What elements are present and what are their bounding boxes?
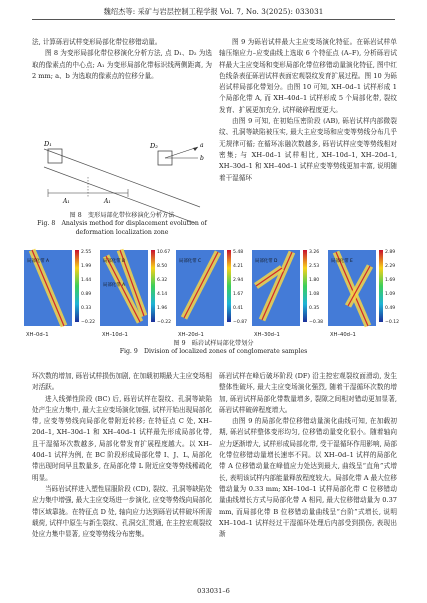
left-column-top: [32, 37, 212, 82]
color-scale-tick: 1.96: [157, 306, 168, 311]
label-b: b: [200, 155, 204, 162]
color-scale-tick: 1.99: [81, 264, 92, 269]
color-scale-tick: 4.21: [233, 264, 244, 269]
paragraph: 图 9 为砾岩试样最大主应变场演化特征。在砾岩试样单轴压缩应力–应变曲线上选取 6 个特征点 (A–F), 分析砾岩试样最大主应变场和变形局部化带位移错动量演化特征, 图中红色线条表征砾岩试样表面宏观裂纹发育扩展过程。图 10 为砾岩试样局部化带划分。由图 10 可知, XH–0d–1 试样形成 1 个局部化带 A, 而 XH–40d–1 试样形成 5 个局部化带, 裂纹发育、扩展更加充分, 试样破碎程度更大。: [219, 38, 397, 114]
page-number: 033031–6: [197, 587, 230, 595]
strain-panel: [176, 249, 247, 338]
label-a1-left: A₁: [63, 198, 70, 205]
color-scale-tick: −0.22: [157, 320, 172, 325]
caption-en: deformation localization zone: [75, 228, 169, 236]
color-scale-tick: 1.67: [233, 292, 244, 297]
sample-label: XH–30d–1: [254, 332, 280, 338]
paragraph: 图 8 为变形局部化带位移演化分析方法, 点 D₁、D₂ 为选取的像素点的中心点; A₁ 为变形局部化带标识线两侧距离, 为 2 mm; a、b 为选取的像素点的位移分量。: [32, 49, 212, 80]
right-column-top: [219, 37, 397, 184]
paragraph: 法, 计算砾岩试样变形局部化带位移错动量。: [32, 38, 162, 46]
color-scale-bar: [227, 250, 231, 322]
figure-9-caption: [32, 340, 395, 357]
color-scale-tick: 2.29: [385, 264, 396, 269]
color-scale-bar: [379, 250, 383, 322]
color-scale-tick: 8.50: [157, 264, 168, 269]
color-scale-tick: 3.26: [309, 250, 320, 255]
figure-8-diagram: [38, 137, 206, 223]
color-scale-tick: 0.41: [233, 306, 244, 311]
arrowhead: [193, 147, 198, 151]
paragraph: 砾岩试样在峰后破坏阶段 (DF) 沿主控宏观裂纹面滑动, 发生整体性破坏, 最大主应变场演化强烈, 随着干湿循环次数的增加, 砾岩试样局部化带数量增多, 裂隙之间相对错动更加显著, 砾岩试样破碎程度增大。: [219, 372, 397, 414]
color-scale-tick: 1.09: [385, 292, 396, 297]
caption-cn: 图 9 砾岩试样局部化带划分: [173, 340, 254, 347]
figure-8-caption: [32, 212, 212, 237]
color-scale-tick: 6.32: [157, 278, 168, 283]
color-scale-tick: −0.12: [385, 320, 400, 325]
label-d2: D₂: [150, 142, 158, 150]
strain-panel: [24, 249, 95, 338]
zone-label: 局部化带 A: [103, 283, 125, 288]
strain-panel: [100, 249, 171, 338]
color-scale-bar: [151, 250, 155, 322]
left-column-bottom: [32, 371, 212, 540]
caption-cn: 图 8 变形局部化带位移演化分析方法: [69, 212, 175, 219]
color-scale-tick: 1.44: [81, 278, 92, 283]
color-scale-bar: [75, 250, 79, 322]
paragraph: 进入线弹性阶段 (BC) 后, 砾岩试样在裂纹、孔洞等缺陷处产生应力集中, 最大主应变场演化加强, 试样开始出现局部化带, 应变等势线向局部化带附近转移; 在特征点 C 处, XH–20d–1, XH–30d–1 和 XH–40d–1 试样最先形成局部化带, 且干湿循环次数越多, 局部化带发育扩展程度越大。以 XH–40d–1 试样为例, 在 BC 阶段形成局部化带 I、J、L, 局部化带出现时间早且数量多, 在局部化带 L 附近应变等势线稀疏化明显。: [32, 394, 212, 482]
color-scale-tick: 2.89: [385, 250, 396, 255]
strain-panel: [252, 249, 323, 338]
label-a1-right: A₁: [104, 198, 111, 205]
color-scale-tick: −0.38: [309, 320, 324, 325]
color-scale-bar: [303, 250, 307, 322]
figure-9-strain-fields: [22, 246, 405, 339]
strain-panel: [328, 249, 399, 338]
caption-en: Fig. 8 Analysis method for displacement evolution of: [37, 220, 207, 228]
running-header: 魏绍杰等: 采矿与岩层控制工程学报 Vol. 7, No. 3(2025): 033031: [103, 7, 324, 16]
color-scale-tick: 4.14: [157, 292, 168, 297]
paragraph: 由图 9 的局部化带位移错动量演化曲线可知, 在加载初期, 砾岩试样整体变形均匀, 位移错动量变化很小。随着轴向应力逐渐增大, 试样形成局部化带, 受干湿循环作用影响, 局部化带位移错动量增长速率不同。以 XH–0d–1 试样的局部化带 A 位移错动量在峰值应力处达到最大, 曲线呈“直角”式增长, 表明该试样内部能量释放程度较大。局部化带 A 最大位移错动量为 0.33 mm; XH–10d–1 试样局部化带 C 位移错动量曲线增长方式与局部化带 A 相同, 最大位移错动量为 0.37 mm, 而局部化带 B 位移错动量曲线呈“台阶”式增长, 说明 XH–10d–1 试样经过干湿循环处理后内部受到损伤, 表现出渐: [219, 417, 397, 539]
color-scale-tick: 1.08: [309, 292, 320, 297]
color-scale-tick: 0.89: [81, 292, 92, 297]
header-rule: [32, 19, 395, 20]
color-scale-tick: 0.49: [385, 306, 396, 311]
color-scale-tick: 1.69: [385, 278, 396, 283]
color-scale-tick: 0.33: [81, 306, 92, 311]
color-scale-tick: −0.22: [81, 320, 96, 325]
color-scale-tick: 2.55: [81, 250, 92, 255]
sample-label: XH–0d–1: [26, 332, 49, 338]
zone-label: 局部化带 B: [103, 259, 125, 264]
color-scale-tick: 2.53: [309, 264, 320, 269]
paragraph: 由图 9 可知, 在初始压密阶段 (AB), 砾岩试样内部微裂纹、孔洞等缺陷被压实, 最大主应变场和应变等势线分布几乎无规律可循; 在循环冻融次数越多, 砾岩试样应变等势线相对密集; 与 XH–0d–1 试样相比, XH–10d–1, XH–20d–1, XH–30d–1 和 XH–40d–1 试样应变等势线更加丰富, 说明随着干湿循环: [219, 117, 397, 182]
zone-label: 局部化带 C: [179, 259, 202, 264]
paragraph: 环次数的增加, 砾岩试样损伤加剧, 在加载初期最大主应变场相对活跃。: [32, 372, 212, 392]
paragraph: 当砾岩试样进入塑性屈服阶段 (CD), 裂纹、孔洞等缺陷处应力集中增强, 最大主应变场进一步演化, 应变等势线向局部化带区域靠拢。在特征点 D 处, 轴向应力达到砾岩试样破坏所需载荷, 试样中原生与新生裂纹、孔洞交汇贯通, 在主控宏观裂纹处应力集中显著, 应变等势线分布密集。: [32, 484, 212, 539]
sample-label: XH–40d–1: [330, 332, 356, 338]
color-scale-tick: 5.48: [233, 250, 244, 255]
color-scale-tick: 1.80: [309, 278, 320, 283]
label-d1: D₁: [44, 140, 52, 148]
zone-label: 局部化带 A: [27, 259, 49, 264]
sample-label: XH–20d–1: [178, 332, 204, 338]
color-scale-tick: −0.87: [233, 320, 248, 325]
zone-label: 局部化带 D: [255, 259, 278, 264]
sample-label: XH–10d–1: [102, 332, 128, 338]
zone-label: 局部化带 E: [331, 259, 353, 264]
vector-a: [165, 147, 198, 158]
color-scale-tick: 10.67: [157, 250, 171, 255]
color-scale-tick: 0.35: [309, 306, 320, 311]
caption-en: Fig. 9 Division of localized zones of conglomerate samples: [119, 348, 308, 356]
right-column-bottom: [219, 371, 397, 540]
label-a: a: [200, 142, 204, 149]
color-scale-tick: 2.94: [233, 278, 244, 283]
